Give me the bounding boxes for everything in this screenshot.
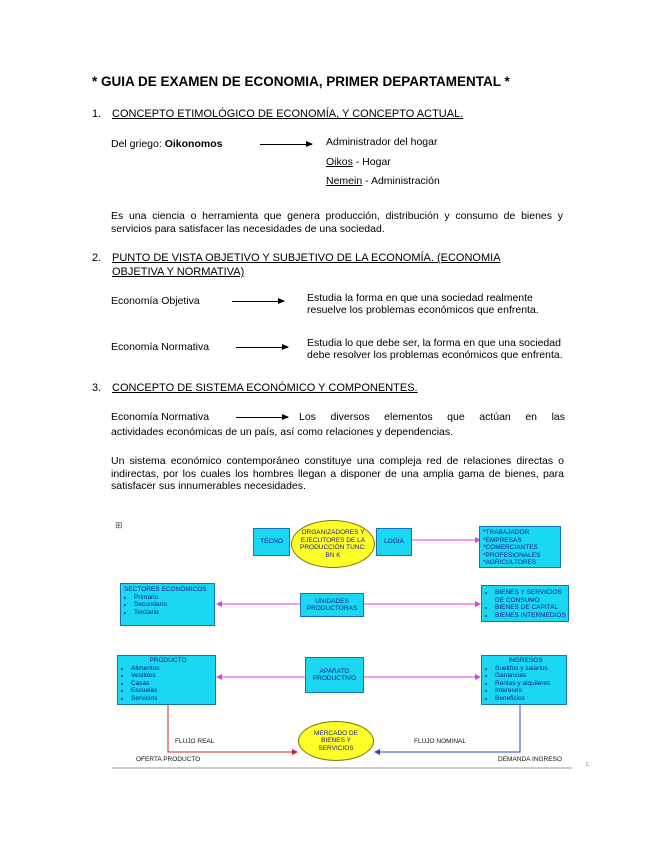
greek-word: Oikonomos bbox=[164, 138, 223, 150]
bienes-box bbox=[481, 585, 569, 622]
system-normative-text: Los diversos elementos que actúan en las bbox=[299, 411, 565, 423]
objective-economy-label: Economía Objetiva bbox=[111, 295, 200, 307]
organizadores-ellipse: ORGANIZADORES Y EJECUTORES DE LA PRODUCCIÓN TUNC: BN K bbox=[291, 520, 375, 568]
trabajadores-item: *TRABAJADOR bbox=[483, 529, 530, 536]
anchor-icon: ⊞ bbox=[115, 520, 123, 530]
normative-line-2: debe resolver los problemas económicos que enfrenta. bbox=[307, 349, 563, 361]
producto-item: • Casas bbox=[131, 680, 215, 688]
objective-line-1: Estudia la forma en que una sociedad realmente bbox=[307, 292, 533, 304]
oferta-label: OFERTA PRODUCTO bbox=[136, 756, 201, 763]
corner-mark: L bbox=[586, 761, 590, 768]
ingresos-box bbox=[481, 655, 567, 705]
flujo-real-label: FLUJO REAL bbox=[175, 738, 215, 745]
trabajadores-item: *AGRICULTORES bbox=[483, 559, 537, 566]
economy-definition: Es una ciencia o herramienta que genera producción, distribución y consumo de bienes y servicios para satisfacer las necesidades de una sociedad. bbox=[111, 210, 563, 235]
section-title: CONCEPTO DE SISTEMA ECONÓMICO Y COMPONENTES. bbox=[112, 382, 418, 394]
producto-item: • Escuelas bbox=[131, 687, 215, 695]
trabajadores-item: *COMERCIANTES bbox=[483, 544, 538, 551]
sectores-item: • Terciario bbox=[134, 609, 214, 617]
sectores-box bbox=[120, 583, 215, 626]
arrow-head-icon bbox=[374, 749, 380, 755]
ingresos-item: • Intereses bbox=[495, 687, 566, 695]
sectores-item: • Primario bbox=[134, 594, 214, 602]
producto-item: • Vestidos bbox=[131, 672, 215, 680]
sectores-item: • Secundario bbox=[134, 601, 214, 609]
arrow-head-icon bbox=[216, 674, 222, 680]
system-paragraph: Un sistema económico contemporáneo constituye una compleja red de relaciones directas o indirectas, por los cuales los hombres llegan a disponer de una amplia gama de bienes, para satisfacer sus innumerables necesidades. bbox=[111, 455, 564, 492]
section-title: PUNTO DE VISTA OBJETIVO Y SUBJETIVO DE LA ECONOMÍA. (ECONOMIA bbox=[112, 252, 501, 264]
bienes-item: • BIENES DE CAPITAL bbox=[495, 604, 568, 612]
normative-economy-label: Economía Normativa bbox=[111, 341, 210, 353]
greek-label: Del griego: bbox=[111, 138, 162, 150]
objective-line-2: resuelve los problemas económicos que enfrenta. bbox=[307, 304, 539, 316]
bienes-item: • BIENES Y SERVICIOS DE CONSUMO bbox=[495, 589, 568, 604]
logia-box: LOGIA bbox=[376, 528, 412, 556]
oikos-definition: - Hogar bbox=[355, 156, 391, 168]
bienes-item: • BIENES INTERMEDIOS bbox=[495, 612, 568, 620]
demanda-label: DEMANDA INGRESO bbox=[498, 756, 562, 763]
trabajadores-item: *EMPRESAS bbox=[483, 536, 522, 544]
system-normative-text-cont: actividades económicas de un país, así como relaciones y dependencias. bbox=[111, 426, 454, 438]
section-title-cont: OBJETIVA Y NORMATIVA) bbox=[112, 266, 245, 278]
arrow-head-icon bbox=[292, 749, 298, 755]
producto-title: PRODUCTO bbox=[149, 657, 187, 664]
ingresos-item: • Rentas y alquileres bbox=[495, 680, 566, 688]
section-number: 1. bbox=[92, 108, 102, 120]
oikos-term: Oikos bbox=[326, 156, 353, 168]
ingresos-item: • Beneficios bbox=[495, 695, 566, 703]
sectores-title: SECTORES ECONÓMICOS bbox=[124, 586, 207, 593]
ingresos-item: • Ganancias bbox=[495, 672, 566, 680]
producto-item: • Alimentos bbox=[131, 665, 215, 673]
section-number: 3. bbox=[92, 382, 102, 394]
trabajadores-item: *PROFESIONALES bbox=[483, 551, 541, 559]
trabajadores-box bbox=[479, 526, 561, 568]
mercado-ellipse: MERCADO DE BIENES Y SERVICIOS bbox=[298, 721, 374, 761]
nemein-definition: - Administración bbox=[365, 175, 440, 187]
tecno-box: TECNO bbox=[253, 528, 290, 556]
flujo-nominal-label: FLUJO NOMINAL bbox=[414, 738, 467, 745]
definition-text: Administrador del hogar bbox=[326, 136, 438, 148]
normative-line-1: Estudia lo que debe ser, la forma en que una sociedad bbox=[307, 337, 561, 349]
section-title: CONCEPTO ETIMOLÓGICO DE ECONOMÍA, Y CONCEPTO ACTUAL. bbox=[112, 108, 464, 120]
nemein-term: Nemein bbox=[326, 175, 363, 187]
system-normative-label: Economía Normativa bbox=[111, 411, 210, 423]
ingresos-title: INGRESOS bbox=[508, 657, 543, 664]
section-number: 2. bbox=[92, 252, 102, 264]
aparato-box: APARATO PRODUCTIVO bbox=[305, 657, 364, 693]
page-title: * GUIA DE EXAMEN DE ECONOMIA, PRIMER DEPARTAMENTAL * bbox=[92, 74, 510, 89]
ingresos-item: • Sueldos y salarios bbox=[495, 665, 566, 673]
producto-item: • Servicios bbox=[131, 695, 215, 703]
arrow-head-icon bbox=[216, 601, 222, 607]
unidades-box: UNIDADES PRODUCTORAS bbox=[300, 593, 364, 617]
producto-box bbox=[117, 655, 216, 705]
